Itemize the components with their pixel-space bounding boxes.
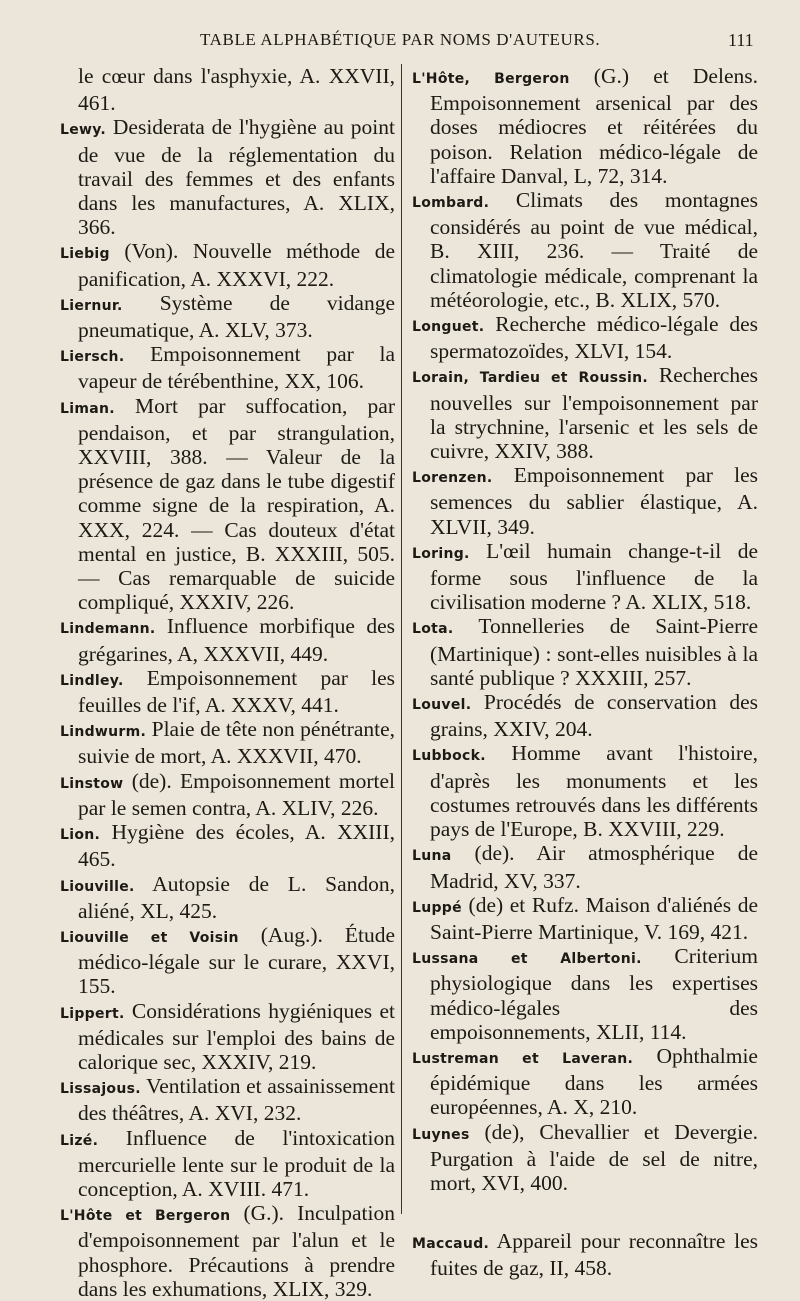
entry-text: Desiderata de l'hygiène au point de vue de la réglementation du travail des femmes et des enfants dans les manufactures, A. XLIX, 366. <box>78 115 395 240</box>
author-name: Lion. <box>60 827 101 844</box>
index-entry <box>60 923 395 999</box>
entry-text: Empoisonnement par la vapeur de térébenthine, XX, 106. <box>78 342 395 394</box>
index-entry <box>412 64 758 188</box>
entry-text: Tonnelleries de Saint-Pierre (Martinique) : sont-elles nuisibles à la santé publique ? XXXIII, 257. <box>430 614 758 690</box>
author-name: Lustreman et Laveran. <box>412 1050 634 1067</box>
index-entry <box>412 463 758 539</box>
index-entry <box>60 614 395 665</box>
author-name: Lindley. <box>60 672 124 689</box>
entry-text: (de), Chevallier et Devergie. Purgation à l'aide de sel de nitre, mort, XVI, 400. <box>430 1119 758 1195</box>
author-name: Liernur. <box>60 297 123 314</box>
author-name: Liouville. <box>60 878 135 895</box>
index-entry <box>412 614 758 690</box>
author-name: L'Hôte, Bergeron <box>412 71 570 87</box>
author-name: Lombard. <box>412 195 490 212</box>
index-entry <box>412 188 758 312</box>
index-entry: le cœur dans l'asphyxie, A. XXVII, 461. <box>78 64 395 116</box>
entry-text: (G.). Inculpation d'empoisonnement par l'alun et le phosphore. Précautions à prendre dans les exhumations, XLIX, 329. <box>78 1201 395 1301</box>
index-entry <box>60 1074 395 1125</box>
author-name: Liouville et Voisin <box>60 929 239 946</box>
entry-text: Influence de l'intoxication mercurielle lente sur le produit de la conception, A. XVIII. 471. <box>78 1125 395 1201</box>
author-name: Lorain, Tardieu et Roussin. <box>412 370 648 387</box>
index-entry <box>412 363 758 463</box>
author-name: Luppé <box>412 899 462 916</box>
author-name: Lippert. <box>60 1005 125 1022</box>
index-entry <box>60 1201 395 1301</box>
author-name: Linstow <box>60 775 124 792</box>
entry-text: Système de vidange pneumatique, A. XLV, 373. <box>78 290 395 343</box>
author-name: Lindwurm. <box>60 724 147 741</box>
entry-text: (de) et Rufz. Maison d'aliénés de Saint-Pierre Martinique, V. 169, 421. <box>430 892 758 944</box>
index-entry <box>412 312 758 363</box>
entry-text: (de). Empoisonnement mortel par le semen contra, A. XLIV, 226. <box>78 768 395 820</box>
entry-text: Empoisonnement par les feuilles de l'if, A. XXXV, 441. <box>78 665 395 718</box>
index-entry <box>412 893 758 944</box>
entry-text: Hygiène des écoles, A. XXIII, 465. <box>78 820 395 872</box>
index-entry <box>412 944 758 1044</box>
index-entry <box>412 1229 758 1280</box>
index-entry <box>412 1044 758 1120</box>
author-name: Lizé. <box>60 1132 99 1149</box>
index-entry <box>60 239 395 290</box>
index-entry <box>412 741 758 841</box>
author-name: Lota. <box>412 621 454 638</box>
entry-text: Homme avant l'histoire, d'après les monuments et les costumes retrouvés dans les différents pays de l'Europe, B. XXVIII, 229. <box>430 741 758 842</box>
author-name: Loring. <box>412 545 470 562</box>
column-divider <box>401 64 402 1214</box>
index-entry <box>412 1120 758 1196</box>
page-number: 111 <box>728 30 754 50</box>
entry-text: Procédés de conservation des grains, XXIV, 204. <box>430 690 758 742</box>
page-header <box>0 30 800 58</box>
author-name: Louvel. <box>412 697 472 714</box>
index-entry <box>60 394 395 615</box>
author-name: Lissajous. <box>60 1081 141 1098</box>
author-name: Luna <box>412 848 452 865</box>
entry-text: (G.) et Delens. Empoisonnement arsenical par des doses médiocres et réitérées du poison. Relation médico-légale de l'affaire Danval, L, 72, 314. <box>430 64 758 188</box>
entry-text: (de). Air atmosphérique de Madrid, XV, 337. <box>430 841 758 893</box>
entry-text: Plaie de tête non pénétrante, suivie de mort, A. XXXVII, 470. <box>78 717 395 769</box>
right-column <box>412 64 758 1281</box>
author-name: Liersch. <box>60 349 125 366</box>
index-entry <box>60 291 395 342</box>
entry-text: Considérations hygiéniques et médicales sur l'emploi des bains de calorique sec, XXXIV, 219. <box>78 998 395 1074</box>
running-title: TABLE ALPHABÉTIQUE PAR NOMS D'AUTEURS. <box>200 30 601 49</box>
entry-text: Ventilation et assainissement des théâtres, A. XVI, 232. <box>78 1074 395 1126</box>
index-entry <box>60 342 395 393</box>
index-entry <box>412 841 758 892</box>
author-name: Liebig <box>60 246 110 263</box>
index-entry <box>60 666 395 717</box>
entry-text: L'œil humain change-t-il de forme sous l'influence de la civilisation moderne ? A. XLIX, 518. <box>430 538 758 615</box>
entry-text: Ophthalmie épidémique dans les armées européennes, A. X, 210. <box>430 1043 758 1120</box>
author-name: Lussana et Albertoni. <box>412 951 642 968</box>
author-name: Maccaud. <box>412 1236 490 1253</box>
entry-text: Climats des montagnes considérés au point de vue médical, B. XIII, 236. — Traité de climatologie médicale, comprenant la météorologie, etc., B. XLIX, 570. <box>430 188 758 312</box>
author-name: Luynes <box>412 1126 470 1143</box>
index-entry <box>60 820 395 871</box>
index-entry <box>60 1126 395 1202</box>
entry-text: Recherches nouvelles sur l'empoisonnement par la strychnine, l'arsenic et les sels de cuivre, XXIV, 388. <box>430 363 758 464</box>
entry-text: Criterium physiologique dans les expertises médico-légales des empoisonnements, XLII, 114. <box>430 944 758 1044</box>
index-entry <box>60 999 395 1075</box>
index-entry <box>412 690 758 741</box>
entry-text: Appareil pour reconnaître les fuites de gaz, II, 458. <box>430 1229 758 1281</box>
author-name: Lindemann. <box>60 621 156 638</box>
index-entry <box>60 769 395 820</box>
index-entry <box>60 115 395 239</box>
entry-text: (Aug.). Étude médico-légale sur le curare, XXVI, 155. <box>78 922 396 999</box>
left-column <box>60 64 395 1301</box>
index-entry <box>412 539 758 615</box>
index-entry <box>60 717 395 768</box>
author-name: Lewy. <box>60 122 107 139</box>
author-name: Lorenzen. <box>412 470 493 487</box>
author-name: Liman. <box>60 400 115 417</box>
entry-text: (Von). Nouvelle méthode de panification, A. XXXVI, 222. <box>78 239 395 291</box>
entry-text: Empoisonnement par les semences du sablier élastique, A. XLVII, 349. <box>430 463 758 539</box>
author-name: Lubbock. <box>412 748 486 765</box>
author-name: Longuet. <box>412 319 485 336</box>
entry-text: Autopsie de L. Sandon, aliéné, XL, 425. <box>78 871 395 923</box>
index-entry <box>60 872 395 923</box>
entry-text: Mort par suffocation, par pendaison, et par strangulation, XXVIII, 388. — Valeur de la présence de gaz dans le tube digestif comme signe de la respiration, A. XXX, 224. — Cas douteux d'état mental en justice, B. XXXIII, 505. — Cas remarquable de suicide compliqué, XXXIV, 226. <box>78 393 395 615</box>
entry-text: Influence morbifique des grégarines, A, XXXVII, 449. <box>78 614 395 666</box>
entry-text: Recherche médico-légale des spermatozoïdes, XLVI, 154. <box>430 312 758 364</box>
author-name: L'Hôte et Bergeron <box>60 1208 231 1225</box>
